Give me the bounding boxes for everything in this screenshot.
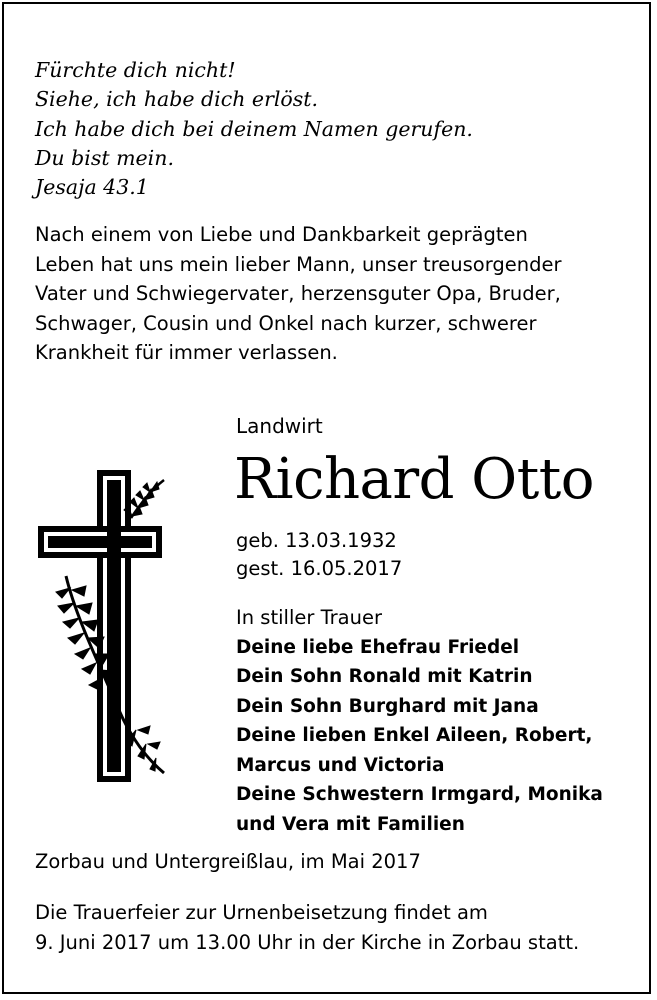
service-line: 9. Juni 2017 um 13.00 Uhr in der Kirche in Zorbau statt.: [35, 931, 580, 954]
service-line: Die Trauerfeier zur Urnenbeisetzung findet am: [35, 901, 488, 924]
bible-verse: [35, 56, 473, 202]
life-dates: [236, 527, 402, 583]
mourning-heading: In stiller Trauer: [236, 606, 382, 629]
cross-with-palm: [36, 468, 171, 793]
mourner-line: Deine lieben Enkel Aileen, Robert,: [236, 725, 593, 746]
mourner-line: Dein Sohn Burghard mit Jana: [236, 695, 539, 717]
verse-line: Ich habe dich bei deinem Namen gerufen.: [35, 116, 473, 141]
intro-line: Nach einem von Liebe und Dankbarkeit geprägten: [35, 223, 528, 246]
mourning-section: [236, 603, 603, 839]
deceased-name: Richard Otto: [234, 447, 594, 512]
mourner-line: und Vera mit Familien: [236, 813, 465, 835]
verse-line: Du bist mein.: [35, 145, 174, 170]
intro-line: Leben hat uns mein lieber Mann, unser treusorgender: [35, 252, 562, 276]
verse-reference: Jesaja 43.1: [35, 175, 149, 200]
verse-line: Siehe, ich habe dich erlöst.: [35, 87, 319, 112]
intro-line: Schwager, Cousin und Onkel nach kurzer, schwerer: [35, 311, 537, 335]
funeral-service-info: [35, 898, 579, 958]
intro-text: [35, 220, 562, 368]
mourner-line: Dein Sohn Ronald mit Katrin: [236, 666, 533, 687]
mourner-line: Marcus und Victoria: [236, 754, 445, 776]
intro-line: Vater und Schwiegervater, herzensguter Opa, Bruder,: [35, 282, 561, 305]
birth-date: geb. 13.03.1932: [236, 529, 397, 552]
intro-line: Krankheit für immer verlassen.: [35, 341, 338, 364]
verse-line: Fürchte dich nicht!: [35, 58, 236, 82]
mourner-line: Deine liebe Ehefrau Friedel: [236, 636, 520, 658]
mourner-line: Deine Schwestern Irmgard, Monika: [236, 784, 603, 805]
deceased-profession: Landwirt: [236, 414, 323, 438]
cross-icon: [36, 468, 171, 788]
death-date: gest. 16.05.2017: [236, 557, 403, 580]
place-date: Zorbau und Untergreißlau, im Mai 2017: [35, 850, 421, 873]
